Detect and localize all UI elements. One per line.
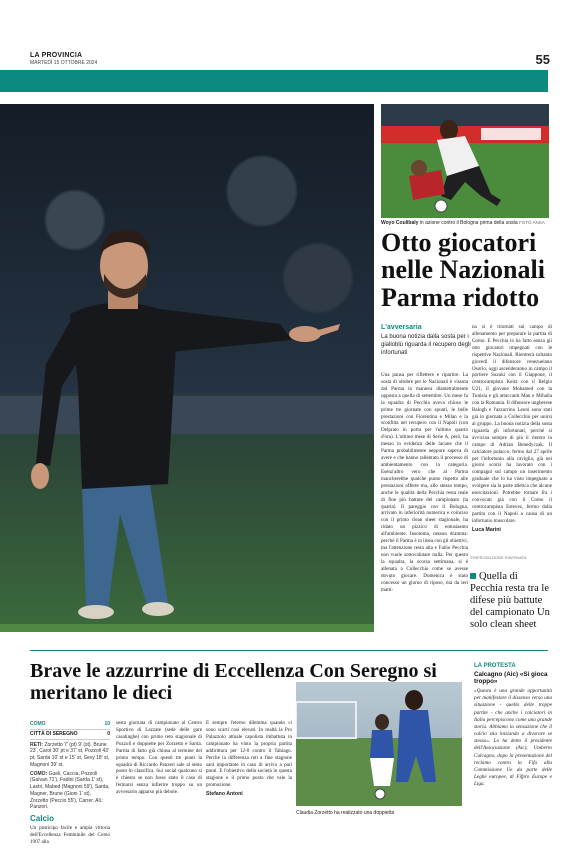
- masthead: [30, 52, 550, 72]
- match-action-photo: [381, 104, 549, 218]
- small-photo-caption: [381, 220, 549, 226]
- goals-detail: [30, 742, 110, 769]
- story1-col1-text: Una pausa per riflettere e ripartire. La sosta di ottobre per le Nazionali è vissuta dal Parma in maniera diametralmente opposta a quella di settembre. Un mese fa la squadra di Pecchia aveva chiuso le prime tre giornate con spunti, le belle prestazioni con Fiorentina e Milan e la sconfitta nel recupero con il Napoli (con Delprato in porta per l'ultimo quarto d'ora). L'ultimo mese di Serie A, però, ha messo in evidenza delle lacune che il Parma probabilmente neppure sapeva di avere e che hanno rallentato il processo di ambientamento con la categoria. Esenz'altro vero che al Parma mancherebbe qualche punto rispetto alle prestazioni offerte ma, allo stesso tempo, anche le qualità della Pecchia resta reale di fine più battute del campionato (la quarta). Il pareggio con il Bologna, arrivato in inferiorità numerica e coinciso con il primo clean sheet stagionale, ha ridato un pizzico di entusiasmo all'ambiente. Insomma, nessun dramma: perché il Parma è in linea con gli obiettivi, ma l'attenzione resta alta e Fabio Pecchia non vuole sottovalutare nulla. Per questo la squadra, la scorsa settimana, si è allenata a Collecchio come se avesse dovuto giocare. Domenica è stato concesso un giorno di riposo, ma da ieri matti-: [381, 372, 468, 593]
- protest-tag: LA PROTESTA: [474, 663, 516, 669]
- story1-author: Luca Marini: [472, 526, 501, 533]
- rights-notice: ©RIPRODUZIONE RISERVATA: [470, 555, 527, 560]
- story1-col2-text: na si è ritornati sul campo di allenamento per preparare la partita di Como. E Pecchia lo ha fatto senza gli otto giocatori impegnati con le rispettive Nazionali. Rientrerà soltanto giovedì il difensore venezuelano Osorio, oggi ascenderanno in campo il portiere Suzuki con il Giappone, il centrocampista Keita con il Belgio U21, il giovane Mohamed con la Tunisia e gli attaccanti Man e Mihaila con la Romania. Il difensore ungherese Balogh e l'azzurrino Leoni sono stati già in giornata a Collecchio per unirsi al gruppo. La buona notizia della sosta riguarda gli infortunati, perché si avvicina sempre di più il rientro in campo di Adrian Benedyczak. Il calciatore polacco, fermo dal 27 aprile per l'infortunio alla caviglia, già nei giorni scorsi ha lavorato con i compagni sul campo un inserimento graduale che lo ha visto impegnato a svolgere sia la parte atletica che alcune esercitazioni. Potrebbe tornare fra i convocati già con il Como il centrocampista Estevez, fermo dalla partita con il Napoli a causa di un infortunio muscolare.: [472, 324, 552, 524]
- section-label: Calcio: [30, 814, 55, 823]
- story2-col1-text: Un posticipo facile e ampia vittoria dell'Eccellenza Femminile del Como 1907 alla: [30, 825, 110, 845]
- protest-text: «Questa è una grande opportunità per manifestare il dissenso verso una situazione - quella delle troppe partite - che anche i calciatori in Italia percepiscono come una grande storia. Abbiamo la sensazione che il calcio stia iniziando a divorare se stesso». Lo ha detto il presidente dell'Associazione (Aic), Umberto Calcagno, dopo la presentazione del reclamo contro la Fifa alla Commissione Ue da parte delle Leghe europee, di Fifpro Europe e Liga.: [474, 688, 552, 788]
- story1-column-2: [472, 324, 552, 552]
- story2-col3-text: È sempre l'eterno dilemma quando ci sono scarti così elevati. In realtà la Pro Palazzolo attuale capolista imbattuta in campionato ha vinto la propria partita addirittura per 12-0 contro il Tabiago. Perché la differenza reti a fine stagione sarà importante in caso di arrivo a pari punti. E l'obiettivo della società in questa stagione e il primo posto che vale la promozione.: [206, 720, 292, 789]
- small-photo-credit: FOTO ANSA: [519, 220, 545, 225]
- protest-title: Calcagno (Aic) «Si gioca troppo»: [474, 671, 548, 685]
- sidebar-headline: [470, 571, 552, 631]
- newspaper-name: LA PROVINCIA: [30, 52, 83, 59]
- team-name: CITTÀ DI SEREGNO: [30, 730, 78, 737]
- story-summary: La buona notizia dalla sosta per i gialloblù riguarda il recupero degli infortunati: [381, 334, 471, 356]
- team-score: 0: [107, 730, 110, 737]
- small-caption-text: in azione contro il Bologna prima della sosta: [419, 220, 518, 226]
- lineup-detail: [30, 771, 110, 812]
- issue-date: MARTEDÌ 15 OTTOBRE 2024: [30, 60, 98, 66]
- women-photo-caption: Claudia Zorzetto ha realizzato una doppietta: [296, 810, 395, 816]
- story-kicker: L'avversaria: [381, 324, 422, 331]
- story2-col2-text: sesta giornata di campionato al Centro Sportivo di Lazzate (sede delle gare casalinghe) con primo reto stagionale di Pozzoli e doppiette per Zorzetto e Sarda. Partita di fatto già chiusa al termine del primo tempo. Con questi tre punti la squadra di Riccardo Panzeri sale al sesto posto in classifica. Sui social qualcuno si è chiesto se non fosse stato il caso di fermarsi senza infierire troppo su un avversario apparso più debole.: [116, 720, 202, 796]
- team-name: COMO: [30, 721, 46, 727]
- section-divider: [30, 650, 548, 651]
- story2-column-1: [30, 825, 110, 846]
- story2-column-3: [206, 720, 292, 848]
- story1-column-1: [381, 372, 468, 647]
- page-number: 55: [535, 52, 550, 67]
- section-color-bar: [0, 70, 548, 92]
- team-score: 10: [104, 721, 110, 727]
- match-result-box: [30, 720, 110, 846]
- coach-figure: [0, 104, 374, 632]
- goals-label: RETI:: [30, 741, 44, 748]
- protest-box: [474, 663, 552, 788]
- women-players-illustration: [296, 682, 462, 806]
- sidebar-headline-text: Quella di Pecchia resta tra le difese più battute del campionato Un solo clean sheet: [470, 571, 550, 631]
- story2-author: Stefano Antoni: [206, 791, 243, 798]
- second-headline: Brave le azzurrine di Eccellenza Con Seregno si meritano le dieci: [30, 660, 437, 704]
- square-bullet-icon: [470, 573, 476, 579]
- goals-text: Zorzetto 7' (pt) 9' (st), Brune 23', Carol 30' pt e 37' st, Pozzoli 43' pt, Sarda 10' st e 15' st, Sevy 18' st, Magnoni 39' st.: [30, 741, 110, 768]
- lineup-text: Gueli, Caccia, Pozzoli (Galvan 71'), Fadini (Sarda 1' st), Lastri, Mabed (Magnoni 59'), Sarda, Magner, Brune (Gioni 1' st), Zorzetto (Peccio 55'), Carrer. All.: Panzeri.: [30, 770, 110, 811]
- coach-photo: [0, 104, 374, 632]
- players-illustration: [381, 104, 549, 218]
- women-match-photo: [296, 682, 462, 806]
- small-caption-name: Woyo Coulibaly: [381, 220, 419, 226]
- result-row: [30, 720, 110, 730]
- main-headline: Otto giocatori nelle Nazionali Parma ridotto: [381, 228, 545, 312]
- story2-column-2: [116, 720, 202, 848]
- lineup-label: COMO:: [30, 770, 48, 777]
- result-row: [30, 730, 110, 740]
